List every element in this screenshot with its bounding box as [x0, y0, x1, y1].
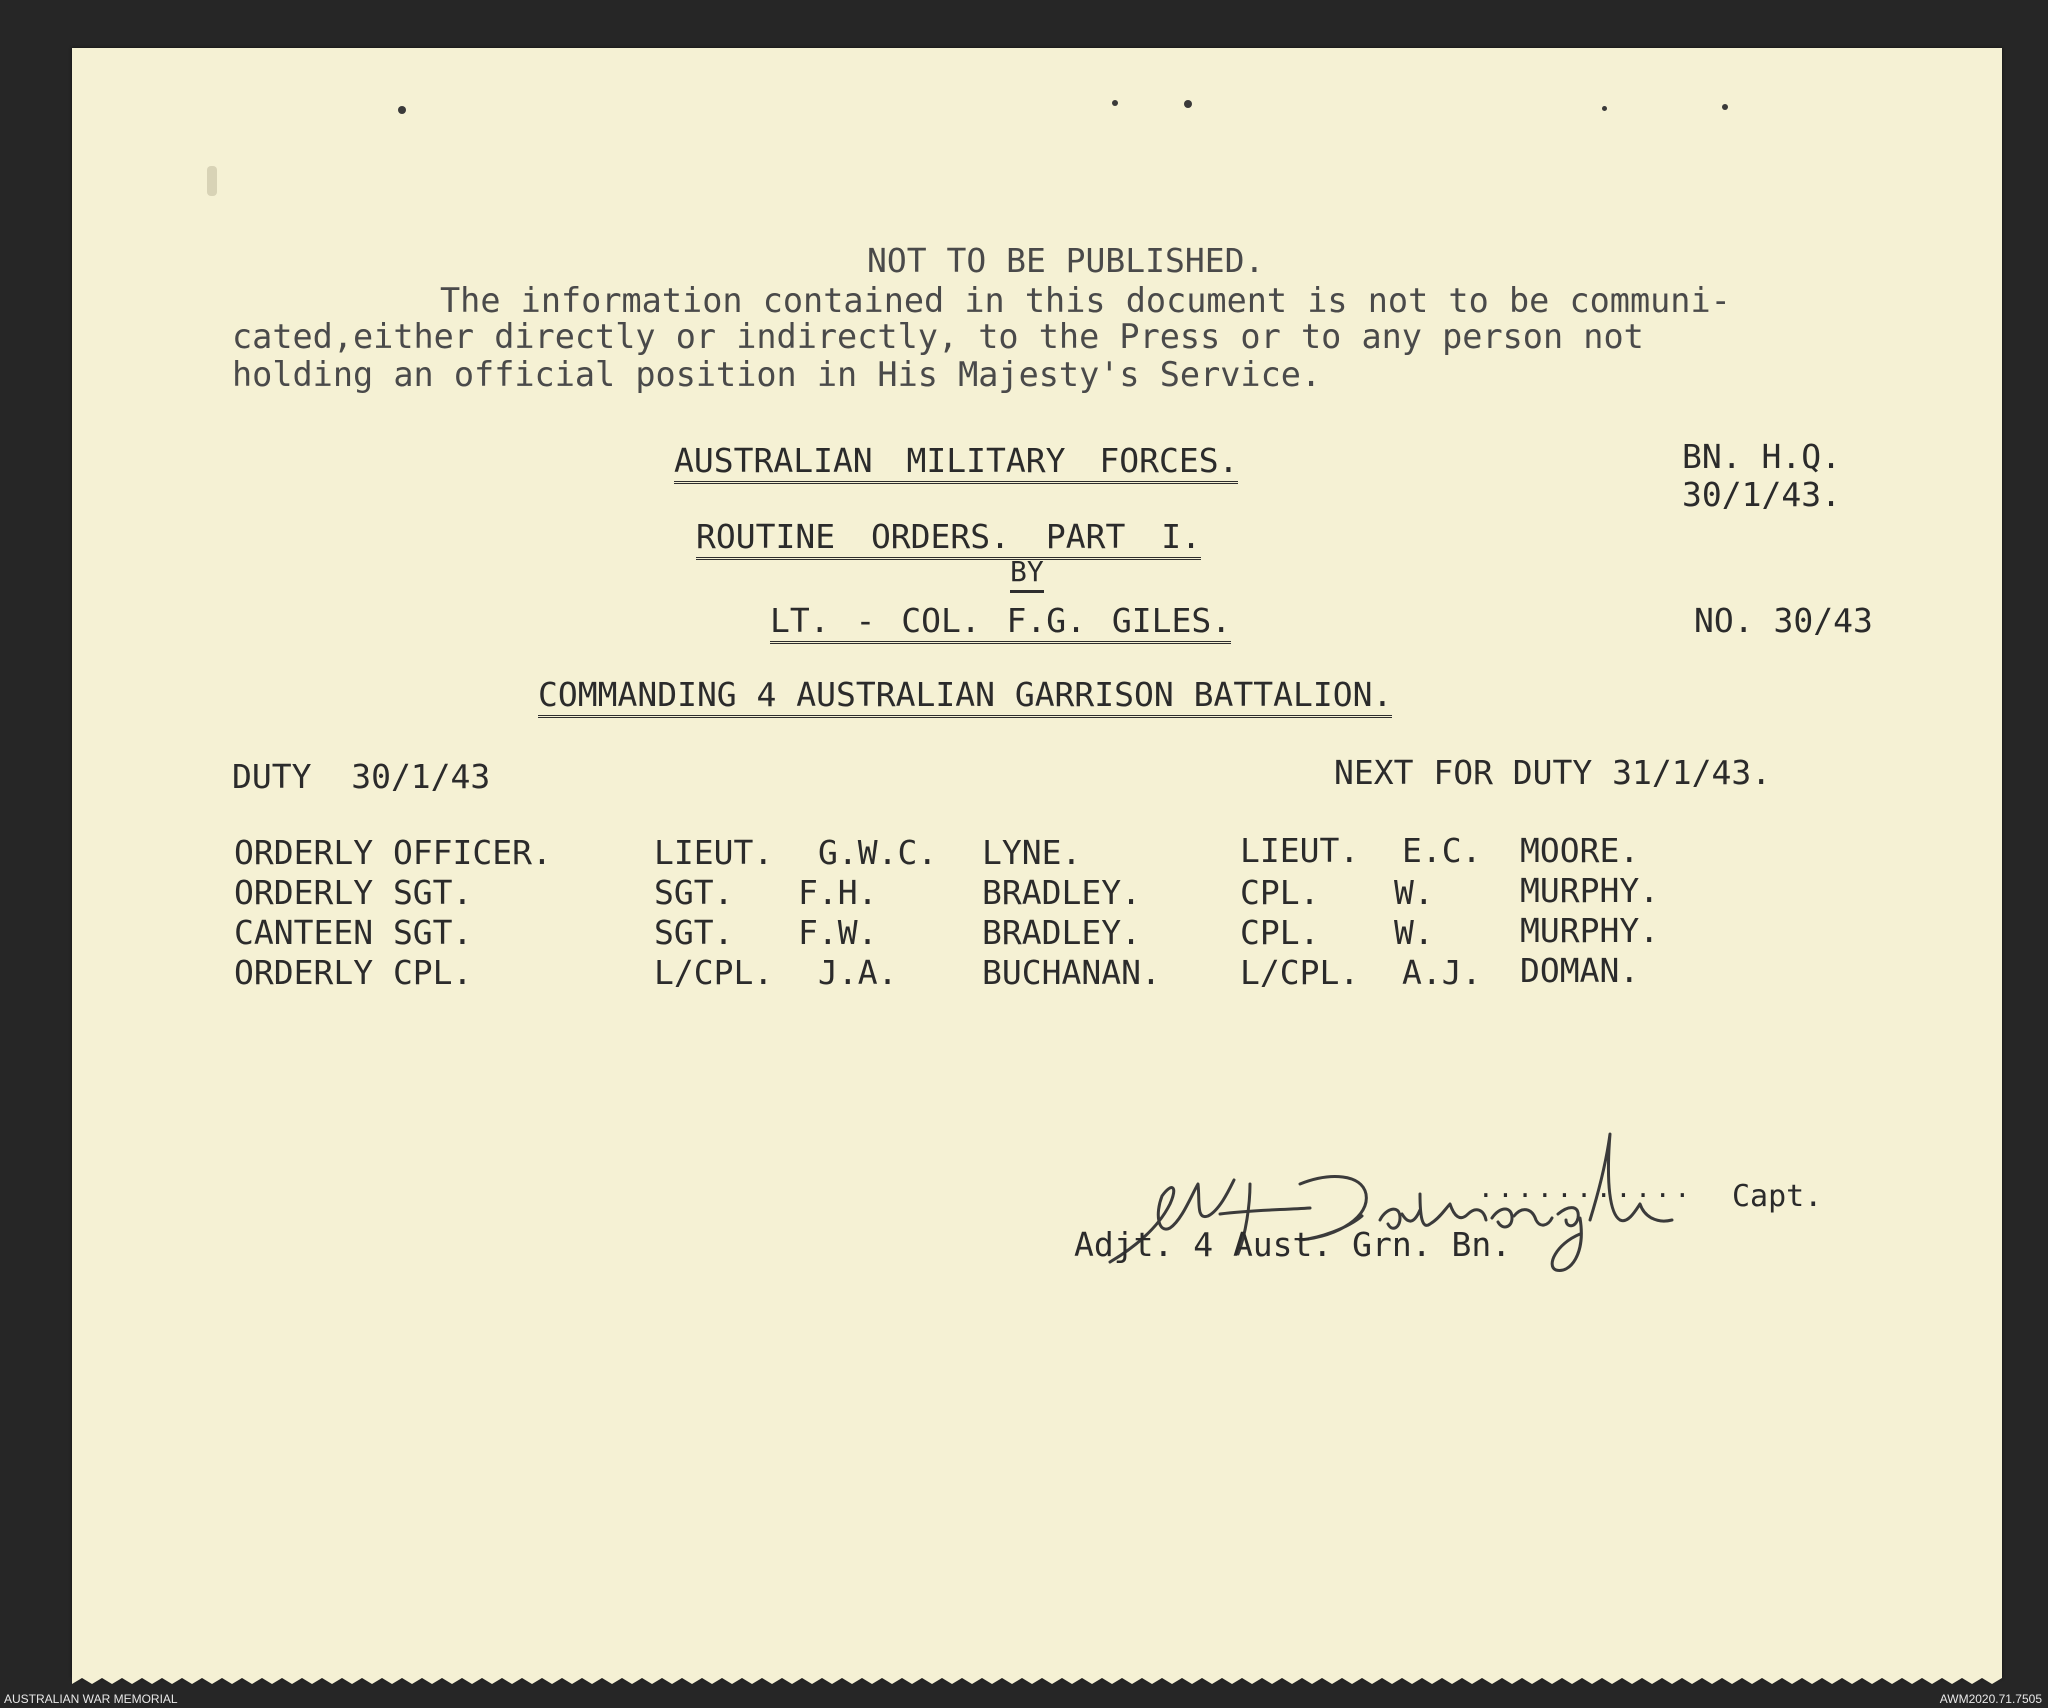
rank-cell: SGT. [654, 873, 734, 912]
name-cell: BUCHANAN. [982, 953, 1161, 992]
staple-mark [207, 166, 217, 196]
next-initials-cell: E.C. [1402, 831, 1482, 870]
role-cell: ORDERLY OFFICER. [234, 833, 552, 872]
name-cell: BRADLEY. [982, 913, 1141, 952]
role-cell: ORDERLY CPL. [234, 953, 473, 992]
archive-label: AUSTRALIAN WAR MEMORIAL [4, 1692, 178, 1706]
rank-cell: LIEUT. [654, 833, 774, 872]
punch-mark [1602, 106, 1607, 111]
name-cell: LYNE. [982, 833, 1082, 872]
next-initials-cell: W. [1394, 873, 1434, 912]
punch-mark [398, 106, 406, 114]
by-label: BY [1010, 558, 1044, 593]
initials-cell: F.W. [798, 913, 878, 952]
hq-date: 30/1/43. [1682, 475, 1841, 514]
next-rank-cell: CPL. [1240, 913, 1320, 952]
duty-date: DUTY 30/1/43 [232, 757, 491, 796]
next-name-cell: DOMAN. [1520, 951, 1640, 990]
name-cell: BRADLEY. [982, 873, 1141, 912]
next-initials-cell: W. [1394, 913, 1434, 952]
next-rank-cell: CPL. [1240, 873, 1320, 912]
notice-line-2: cated,either directly or indirectly, to the Press or to any person not [232, 317, 1644, 356]
notice-line-1: The information contained in this document is not to be communi- [440, 281, 1731, 320]
accession-number: AWM2020.71.7505 [1939, 1692, 2042, 1706]
initials-cell: G.W.C. [818, 833, 938, 872]
commanding-officer: LT. - COL. F.G. GILES. [770, 604, 1231, 644]
signature-rank: Capt. [1732, 1179, 1823, 1214]
next-name-cell: MURPHY. [1520, 871, 1660, 910]
role-cell: ORDERLY SGT. [234, 873, 473, 912]
rank-cell: L/CPL. [654, 953, 774, 992]
next-rank-cell: L/CPL. [1240, 953, 1360, 992]
not-published-heading: NOT TO BE PUBLISHED. [867, 241, 1265, 280]
notice-line-3: holding an official position in His Majesty's Service. [232, 355, 1322, 394]
rank-cell: SGT. [654, 913, 734, 952]
order-number: NO. 30/43 [1694, 601, 1873, 640]
next-name-cell: MOORE. [1520, 831, 1640, 870]
next-rank-cell: LIEUT. [1240, 831, 1360, 870]
org-heading: AUSTRALIAN MILITARY FORCES. [674, 444, 1238, 484]
next-initials-cell: A.J. [1402, 953, 1482, 992]
punch-mark [1184, 100, 1192, 108]
next-duty-date: NEXT FOR DUTY 31/1/43. [1334, 753, 1772, 792]
routine-orders-heading: ROUTINE ORDERS. PART I. [696, 520, 1201, 560]
command-heading: COMMANDING 4 AUSTRALIAN GARRISON BATTALION. [538, 678, 1392, 718]
document-page [72, 48, 2002, 1678]
role-cell: CANTEEN SGT. [234, 913, 473, 952]
signature-title: Adjt. 4 Aust. Grn. Bn. [1074, 1225, 1512, 1264]
punch-mark [1112, 100, 1118, 106]
hq-location: BN. H.Q. [1682, 437, 1841, 476]
next-name-cell: MURPHY. [1520, 911, 1660, 950]
initials-cell: J.A. [818, 953, 898, 992]
initials-cell: F.H. [798, 873, 878, 912]
signature-dots: ........... [1478, 1174, 1695, 1204]
punch-mark [1722, 104, 1728, 110]
torn-bottom-edge [72, 1674, 2002, 1688]
